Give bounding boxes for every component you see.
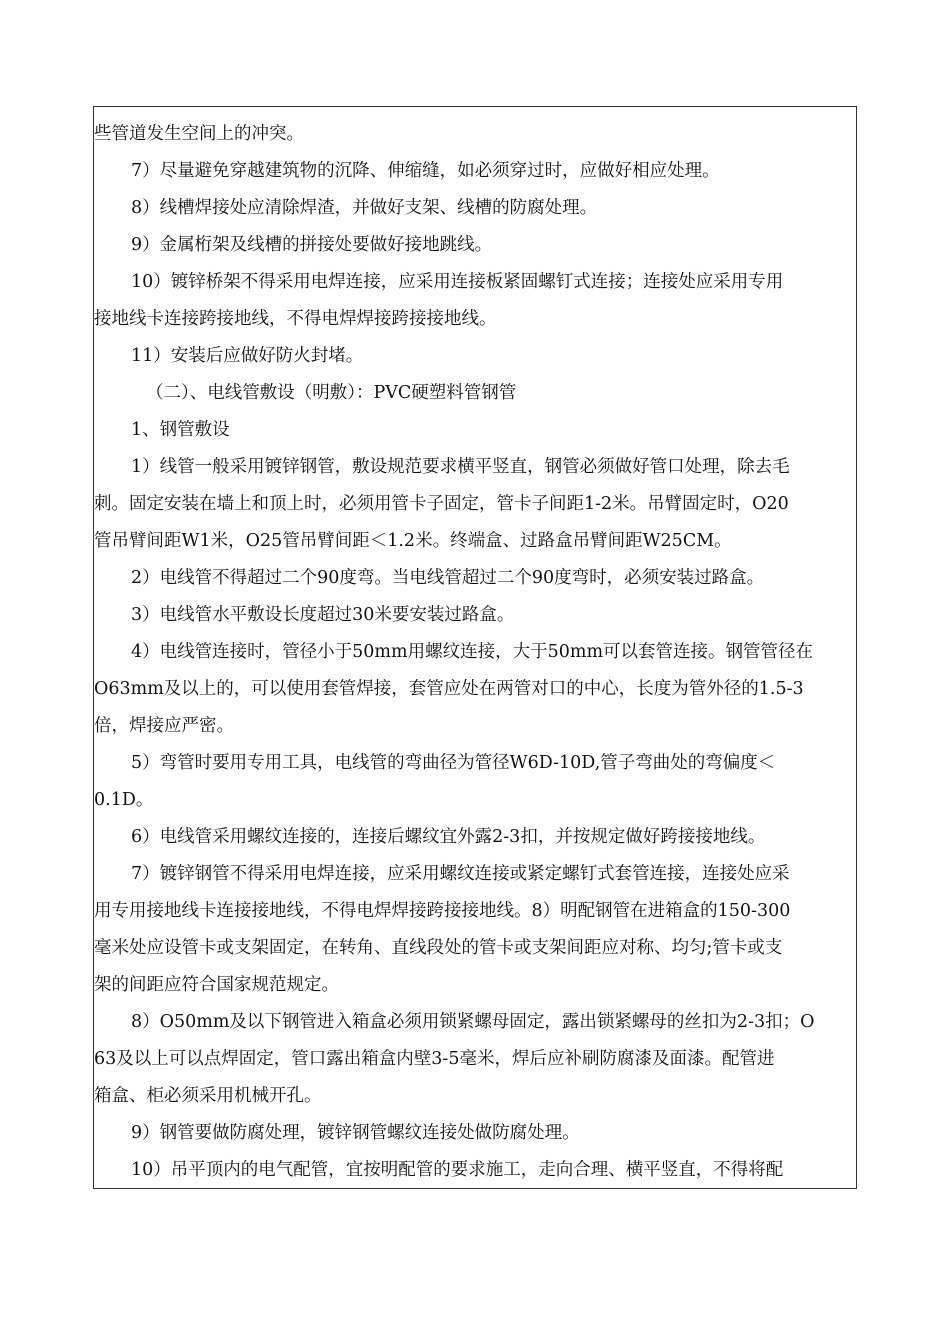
text-line: 架的间距应符合国家规范规定。 [94, 975, 339, 995]
text-line: 11）安装后应做好防火封堵。 [131, 346, 364, 366]
text-line: 7）镀锌钢管不得采用电焊连接，应采用螺纹连接或紧定螺钉式套管连接，连接处应采 [131, 864, 790, 884]
text-line: 63及以上可以点焊固定，管口露出箱盒内壁3-5毫米，焊后应补刷防腐漆及面漆。配管进 [94, 1049, 775, 1069]
text-line: 7）尽量避免穿越建筑物的沉降、伸缩缝，如必须穿过时，应做好相应处理。 [131, 161, 720, 181]
text-line: 管吊臂间距W1米，O25管吊臂间距＜1.2米。终端盒、过路盒吊臂间距W25CM。 [94, 531, 732, 551]
section-heading: （二）、电线管敷设（明敷）：PVC硬塑料管钢管 [146, 383, 517, 403]
text-line: 5）弯管时要用专用工具，电线管的弯曲径为管径W6D-10D,管子弯曲处的弯偏度＜ [131, 753, 776, 773]
document-frame [93, 106, 857, 1189]
text-line: 1）线管一般采用镀锌钢管，敷设规范要求横平竖直，钢管必须做好管口处理，除去毛 [131, 457, 790, 477]
text-line: O63mm及以上的，可以使用套管焊接，套管应处在两管对口的中心，长度为管外径的1.5-3 [94, 679, 804, 699]
document-body [94, 107, 858, 1189]
text-line: 0.1D。 [94, 790, 154, 810]
text-line: 些管道发生空间上的冲突。 [94, 124, 304, 144]
text-line: 8）O50mm及以下钢管进入箱盒必须用锁紧螺母固定，露出锁紧螺母的丝扣为2-3扣；O [131, 1012, 815, 1032]
text-line: 箱盒、柜必须采用机械开孔。 [94, 1086, 322, 1106]
text-line: 9）钢管要做防腐处理，镀锌钢管螺纹连接处做防腐处理。 [131, 1123, 580, 1143]
text-line: 刺。固定安装在墙上和顶上时，必须用管卡子固定，管卡子间距1-2米。吊臂固定时，O20 [94, 494, 789, 514]
text-line: 用专用接地线卡连接接地线，不得电焊焊接跨接接地线。8）明配钢管在进箱盒的150-300 [94, 901, 791, 921]
text-line: 10）镀锌桥架不得采用电焊连接，应采用连接板紧固螺钉式连接；连接处应采用专用 [131, 272, 784, 292]
text-line: 6）电线管采用螺纹连接的，连接后螺纹宜外露2-3扣，并按规定做好跨接接地线。 [131, 827, 766, 847]
text-line: 2）电线管不得超过二个90度弯。当电线管超过二个90度弯时，必须安装过路盒。 [131, 568, 765, 588]
text-line: 倍，焊接应严密。 [94, 716, 234, 736]
text-line: 毫米处应设管卡或支架固定，在转角、直线段处的管卡或支架间距应对称、均匀;管卡或支 [94, 938, 783, 958]
text-line: 3）电线管水平敷设长度超过30米要安装过路盒。 [131, 605, 515, 625]
text-line: 4）电线管连接时，管径小于50mm用螺纹连接，大于50mm可以套管连接。钢管管径在 [131, 642, 814, 662]
text-line: 10）吊平顶内的电气配管，宜按明配管的要求施工，走向合理、横平竖直，不得将配 [131, 1160, 784, 1180]
text-line: 9）金属桁架及线槽的拼接处要做好接地跳线。 [131, 235, 493, 255]
text-line: 8）线槽焊接处应清除焊渣，并做好支架、线槽的防腐处理。 [131, 198, 598, 218]
subsection-heading: 1、钢管敷设 [131, 420, 230, 440]
text-line: 接地线卡连接跨接地线，不得电焊焊接跨接接地线。 [94, 309, 497, 329]
